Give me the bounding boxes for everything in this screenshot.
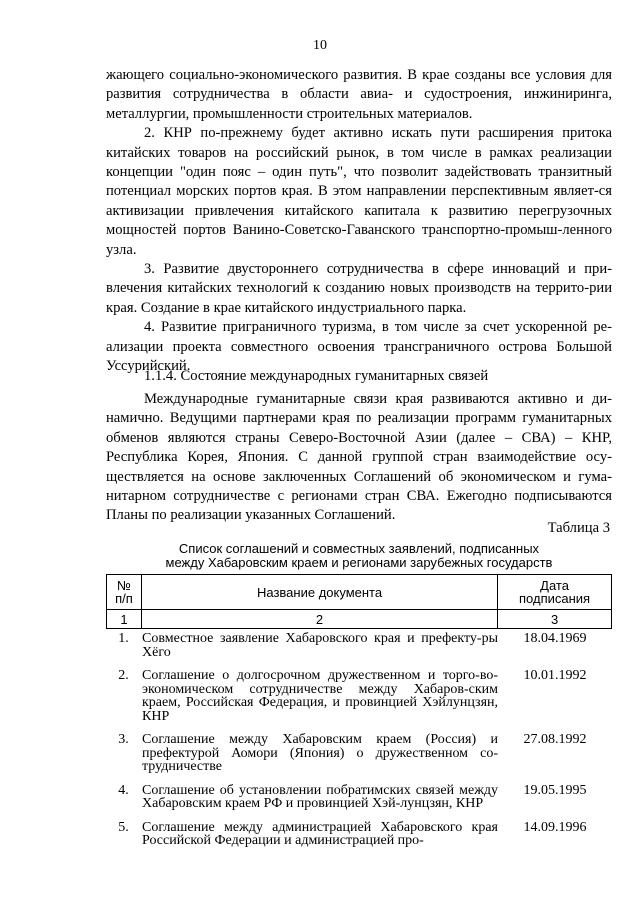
paragraph: 3. Развитие двустороннего сотрудничества в сфере инноваций и при-влечения китайских технологий к созданию новых производств на террито-рии края. Создание в крае китайского индустриального парка.	[106, 261, 612, 316]
section-heading: 1.1.4. Состояние международных гуманитарных связей	[144, 368, 489, 384]
table-header-row	[107, 575, 612, 610]
row-date: 18.04.1969	[523, 631, 587, 646]
row-document-name: Совместное заявление Хабаровского края и префекту-ры Хёго	[142, 631, 498, 660]
agreements-table	[106, 574, 612, 629]
column-number: 3	[498, 610, 612, 629]
page-number: 10	[313, 38, 327, 53]
section-text	[106, 390, 612, 526]
row-document-name: Соглашение об установлении побратимских связей между Хабаровским краем РФ и провинцией Хэй-лунцзян, КНР	[142, 782, 498, 811]
table-row	[106, 632, 612, 659]
row-number: 1.	[118, 631, 129, 646]
table-body	[106, 632, 612, 848]
row-number: 3.	[118, 732, 129, 747]
row-document-name: Соглашение между Хабаровским краем (Россия) и префектурой Аомори (Япония) о дружественном со-трудничестве	[142, 732, 498, 774]
row-date: 19.05.1995	[523, 782, 587, 798]
row-number: 4.	[118, 782, 129, 798]
row-number: 2.	[118, 668, 129, 683]
column-number-row	[107, 610, 612, 629]
caption-line: между Хабаровским краем и регионами зарубежных государств	[165, 554, 553, 570]
row-document-name: Соглашение между администрацией Хабаровского края Российской Федерации и администрацией про-	[142, 819, 498, 848]
row-date: 14.09.1996	[523, 819, 587, 835]
row-date: 10.01.1992	[523, 668, 587, 683]
header-text: №	[117, 578, 131, 593]
table-row	[106, 821, 612, 848]
header-text: п/п	[115, 591, 133, 606]
header-text: подписания	[519, 591, 591, 606]
column-number: 1	[107, 610, 142, 629]
table-row	[106, 784, 612, 811]
row-date: 27.08.1992	[523, 732, 587, 747]
header-date	[498, 575, 612, 610]
header-text: Дата	[540, 578, 569, 593]
header-name: Название документа	[141, 575, 497, 610]
row-document-name: Соглашение о долгосрочном дружественном и торго-во-экономическом сотрудничестве между Хабаров-ским краем, Российская Федерация, и провинцией Хэйлунцзян, КНР	[142, 668, 498, 724]
paragraph: 2. КНР по-прежнему будет активно искать пути расширения притока китайских товаров на российский рынок, в том числе в рамках реализации концепции "один пояс – один путь", что позволит задействовать транзитный потенциал морских портов края. В этом направлении перспективным являет-ся активизации привлечения китайского капитала к развитию перегрузочных мощностей портов Ванино-Советско-Гаванского транспортно-промыш-ленного узла.	[106, 125, 612, 258]
paragraph: жающего социально-экономического развития. В крае созданы все условия для развития сотрудничества в области авиа- и судостроения, инжиниринга, металлургии, промышленности строительных материалов.	[106, 67, 612, 122]
table-label: Таблица 3	[547, 520, 610, 536]
header-number	[107, 575, 142, 610]
table-caption	[106, 542, 612, 569]
column-number: 2	[141, 610, 497, 629]
body-text	[106, 66, 612, 377]
table-row	[106, 669, 612, 723]
paragraph: Международные гуманитарные связи края развиваются активно и ди-намично. Ведущими партнерами края по реализации программ гуманитарных обменов являются страны Северо-Восточной Азии (далее – СВА) – КНР, Республика Корея, Япония. С данной группой стран взаимодействие осу-ществляется на основе заключенных Соглашений об экономическом и гума-нитарном сотрудничестве с регионами стран СВА. Ежегодно подписываются Планы по реализации указанных Соглашений.	[106, 391, 612, 524]
caption-line: Список соглашений и совместных заявлений, подписанных	[178, 541, 540, 556]
paragraph: 4. Развитие приграничного туризма, в том числе за счет ускоренной ре-ализации проекта совместного освоения трансграничного острова Большой Уссурийский.	[106, 319, 612, 375]
table-row	[106, 733, 612, 774]
row-number: 5.	[118, 819, 129, 835]
